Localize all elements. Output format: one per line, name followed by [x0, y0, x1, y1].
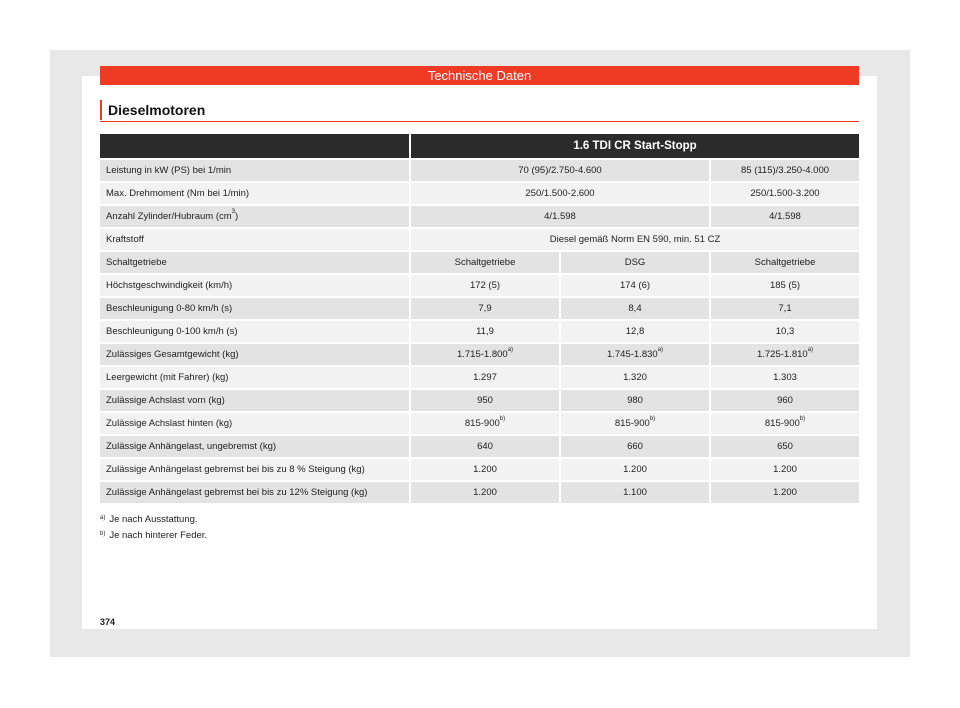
cell-value: 174 (6): [619, 280, 651, 291]
cell-value: 980: [627, 395, 643, 406]
row-label-text: Kraftstoff: [106, 234, 144, 245]
row-label: [100, 367, 409, 388]
cell-value: 1.303: [773, 372, 797, 383]
table-cell: [559, 482, 709, 503]
table-cell: [709, 436, 859, 457]
cell-value: 1.725-1.810: [756, 349, 808, 360]
diesel-specs-table: [100, 132, 859, 505]
table-row: [100, 344, 859, 365]
row-label: [100, 229, 409, 250]
cell-value: 7,9: [478, 303, 492, 314]
cell-value: 4/1.598: [769, 211, 801, 222]
table-row: [100, 275, 859, 296]
table-cell: [709, 298, 859, 319]
cell-value: 815-900: [764, 418, 800, 429]
row-label-text: Beschleunigung 0-100 km/h (s): [106, 326, 238, 337]
row-label-text: Anzahl Zylinder/Hubraum (cm: [106, 211, 232, 222]
table-cell: [559, 344, 709, 365]
cell-value: 10,3: [775, 326, 795, 337]
cell-value: 960: [777, 395, 793, 406]
row-label: [100, 390, 409, 411]
cell-value: 1.297: [473, 372, 497, 383]
cell-value: Schaltgetriebe: [754, 257, 816, 268]
row-label-text: Beschleunigung 0-80 km/h (s): [106, 303, 233, 314]
row-label-text: Zulässige Achslast hinten (kg): [106, 418, 233, 429]
cell-value: 815-900: [614, 418, 650, 429]
table-cell: [409, 206, 709, 227]
footnote-mark: a): [100, 515, 106, 521]
row-label: [100, 183, 409, 204]
footnote: [100, 512, 207, 528]
table-cell: [709, 183, 859, 204]
table-cell: [409, 275, 559, 296]
table-cell: [709, 482, 859, 503]
cell-value: 70 (95)/2.750-4.600: [518, 165, 602, 176]
table-cell: [559, 252, 709, 273]
cell-value: 4/1.598: [544, 211, 576, 222]
footnote-reference: b): [499, 416, 506, 422]
table-cell: [559, 390, 709, 411]
row-label-text: Schaltgetriebe: [106, 257, 167, 268]
table-row: [100, 160, 859, 181]
row-label-text: Zulässige Achslast vorn (kg): [106, 395, 225, 406]
cell-value: 11,9: [476, 326, 494, 337]
cell-value: Diesel gemäß Norm EN 590, min. 51 CZ: [549, 234, 721, 245]
table-row: [100, 482, 859, 503]
row-label: [100, 206, 409, 227]
table-cell: [559, 459, 709, 480]
table-cell: [409, 298, 559, 319]
footnote-mark: b): [100, 531, 106, 537]
cell-value: 7,1: [778, 303, 792, 314]
row-label-text: Höchstgeschwindigkeit (km/h): [106, 280, 233, 291]
table-cell: [559, 321, 709, 342]
row-label-text: Zulässige Anhängelast, ungebremst (kg): [106, 441, 277, 452]
table-cell: [709, 390, 859, 411]
row-label-text: Zulässige Anhängelast gebremst bei bis zu 12% Steigung (kg): [106, 487, 368, 498]
row-label: [100, 459, 409, 480]
footnote-reference: b): [649, 416, 656, 422]
table-cell: [409, 459, 559, 480]
cell-value: DSG: [624, 257, 646, 268]
cell-value: 12,8: [625, 326, 645, 337]
cell-value: 660: [627, 441, 643, 452]
table-row: [100, 390, 859, 411]
cell-value: 640: [477, 441, 493, 452]
cell-value: 1.100: [623, 487, 647, 498]
section-divider: [100, 121, 859, 122]
footnote-reference: a): [507, 347, 514, 353]
cell-value: 1.200: [473, 464, 497, 475]
cell-value: 815-900: [464, 418, 500, 429]
row-label-text: Zulässiges Gesamtgewicht (kg): [106, 349, 239, 360]
table-cell: [409, 252, 559, 273]
cell-value: 185 (5): [769, 280, 801, 291]
row-label-text: Max. Drehmoment (Nm bei 1/min): [106, 188, 250, 199]
table-header-blank: [100, 134, 409, 158]
engine-header: 1.6 TDI CR Start-Stopp: [409, 134, 859, 158]
table-header-row: [100, 134, 859, 158]
cell-value: Schaltgetriebe: [454, 257, 516, 268]
row-label-text: Leistung in kW (PS) bei 1/min: [106, 165, 232, 176]
row-label: [100, 160, 409, 181]
row-label-text: Zulässige Anhängelast gebremst bei bis zu 8 % Steigung (kg): [106, 464, 365, 475]
table-cell: [409, 344, 559, 365]
table-cell: [409, 160, 709, 181]
table-cell: [709, 367, 859, 388]
row-label: [100, 252, 409, 273]
row-label: [100, 436, 409, 457]
table-cell: [559, 413, 709, 434]
table-cell: [409, 390, 559, 411]
table-cell: [409, 413, 559, 434]
cell-value: 85 (115)/3.250-4.000: [740, 165, 830, 176]
cell-value: 250/1.500-2.600: [525, 188, 595, 199]
cell-value: 1.715-1.800: [456, 349, 508, 360]
section-title: Dieselmotoren: [100, 100, 205, 120]
footnote-reference: a): [807, 347, 814, 353]
row-label: [100, 275, 409, 296]
page-number: 374: [100, 617, 116, 627]
row-label-text: Leergewicht (mit Fahrer) (kg): [106, 372, 229, 383]
table-body: [100, 160, 859, 503]
table-row: [100, 459, 859, 480]
footnote-reference: b): [799, 416, 806, 422]
table-row: [100, 367, 859, 388]
table-cell: [409, 229, 859, 250]
cell-value: 250/1.500-3.200: [750, 188, 820, 199]
table-cell: [709, 459, 859, 480]
cell-value: 8,4: [628, 303, 642, 314]
table-cell: [409, 367, 559, 388]
table-row: [100, 206, 859, 227]
cell-value: 1.745-1.830: [606, 349, 658, 360]
cell-value: 1.200: [623, 464, 647, 475]
cell-value: 1.200: [773, 464, 797, 475]
row-label-superscript: 3: [231, 209, 235, 215]
cell-value: 1.320: [623, 372, 647, 383]
row-label: [100, 482, 409, 503]
row-label: [100, 298, 409, 319]
footnote-text: Je nach hinterer Feder.: [109, 530, 208, 541]
table-row: [100, 413, 859, 434]
table-cell: [409, 436, 559, 457]
cell-value: 950: [477, 395, 493, 406]
table-row: [100, 321, 859, 342]
cell-value: 1.200: [773, 487, 797, 498]
table-row: [100, 436, 859, 457]
row-label: [100, 413, 409, 434]
table-row: [100, 298, 859, 319]
row-label-suffix: ): [235, 211, 239, 222]
table-cell: [409, 183, 709, 204]
table-cell: [709, 206, 859, 227]
footnote: [100, 528, 207, 544]
footnote-reference: a): [657, 347, 664, 353]
table-cell: [709, 321, 859, 342]
table-row: [100, 252, 859, 273]
table-cell: [559, 298, 709, 319]
chapter-title: Technische Daten: [427, 68, 532, 83]
row-label: [100, 344, 409, 365]
chapter-header: [100, 66, 859, 85]
table-cell: [409, 321, 559, 342]
cell-value: 172 (5): [469, 280, 501, 291]
table-cell: [709, 413, 859, 434]
table-cell: [709, 252, 859, 273]
table-cell: [709, 275, 859, 296]
table-row: [100, 229, 859, 250]
table-cell: [709, 160, 859, 181]
footnotes: [100, 512, 207, 544]
table-cell: [409, 482, 559, 503]
table-cell: [709, 344, 859, 365]
cell-value: 650: [777, 441, 793, 452]
table-cell: [559, 367, 709, 388]
cell-value: 1.200: [473, 487, 497, 498]
row-label: [100, 321, 409, 342]
table-cell: [559, 275, 709, 296]
table-cell: [559, 436, 709, 457]
table-row: [100, 183, 859, 204]
footnote-text: Je nach Ausstattung.: [109, 514, 198, 525]
